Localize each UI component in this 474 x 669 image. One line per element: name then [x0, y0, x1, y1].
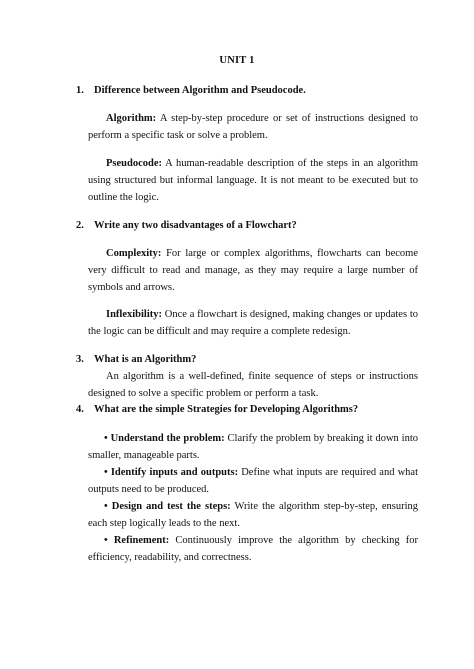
question-3-heading	[76, 353, 416, 367]
strategy-term: Understand the problem:	[110, 433, 225, 444]
definition-text: A human-readable description of the steps in an algorithm using structured but informal language. It is not meant to be executed but to outline the logic.	[88, 158, 418, 203]
strategy-text: Write the algorithm step-by-step, ensuring each step logically leads to the next.	[88, 501, 418, 529]
page-title: UNIT 1	[219, 55, 255, 66]
bullet-icon: •	[104, 501, 108, 512]
strategy-list-item	[88, 532, 418, 566]
question-text: What are the simple Strategies for Developing Algorithms?	[94, 404, 359, 415]
bullet-icon: •	[104, 467, 108, 478]
disadvantage-term: Inflexibility:	[106, 309, 163, 320]
question-number: 2.	[76, 220, 84, 231]
definition-term: Algorithm:	[106, 113, 157, 124]
question-2-heading	[76, 219, 416, 233]
question-1-heading	[76, 84, 416, 98]
disadvantage-paragraph	[88, 245, 418, 296]
question-4-heading	[76, 403, 416, 417]
answer-text: An algorithm is a well-defined, finite sequence of steps or instructions designed to solve a specific problem or perform a task.	[88, 371, 418, 399]
strategy-text: Continuously improve the algorithm by checking for efficiency, readability, and correctness.	[88, 535, 419, 563]
question-number: 4.	[76, 404, 84, 415]
definition-text: A step-by-step procedure or set of instructions designed to perform a specific task or solve a problem.	[88, 113, 418, 141]
strategy-term: Refinement:	[113, 535, 170, 546]
disadvantage-paragraph	[88, 306, 418, 340]
definition-paragraph	[88, 155, 418, 206]
strategy-list-item	[88, 498, 418, 532]
question-text: Write any two disadvantages of a Flowchart?	[94, 220, 297, 231]
bullet-icon: •	[104, 535, 108, 546]
definition-paragraph	[88, 110, 418, 144]
disadvantage-term: Complexity:	[106, 248, 162, 259]
answer-paragraph	[88, 368, 418, 402]
question-number: 1.	[76, 85, 84, 96]
question-text: Difference between Algorithm and Pseudocode.	[94, 85, 306, 96]
definition-term: Pseudocode:	[106, 158, 162, 169]
strategy-text: Define what inputs are required and what outputs need to be produced.	[88, 467, 418, 495]
question-text: What is an Algorithm?	[94, 354, 197, 365]
strategy-term: Design and test the steps:	[111, 501, 231, 512]
strategy-list-item	[88, 464, 418, 498]
bullet-icon: •	[104, 433, 108, 444]
disadvantage-text: Once a flowchart is designed, making changes or updates to the logic can be difficult and may require a complete redesign.	[88, 309, 418, 337]
strategy-list-item	[88, 430, 418, 464]
strategy-term: Identify inputs and outputs:	[110, 467, 239, 478]
disadvantage-text: For large or complex algorithms, flowcharts can become very difficult to read and manage, as they may require a large number of symbols and arrows.	[88, 248, 418, 293]
question-number: 3.	[76, 354, 84, 365]
strategy-text: Clarify the problem by breaking it down into smaller, manageable parts.	[88, 433, 419, 461]
